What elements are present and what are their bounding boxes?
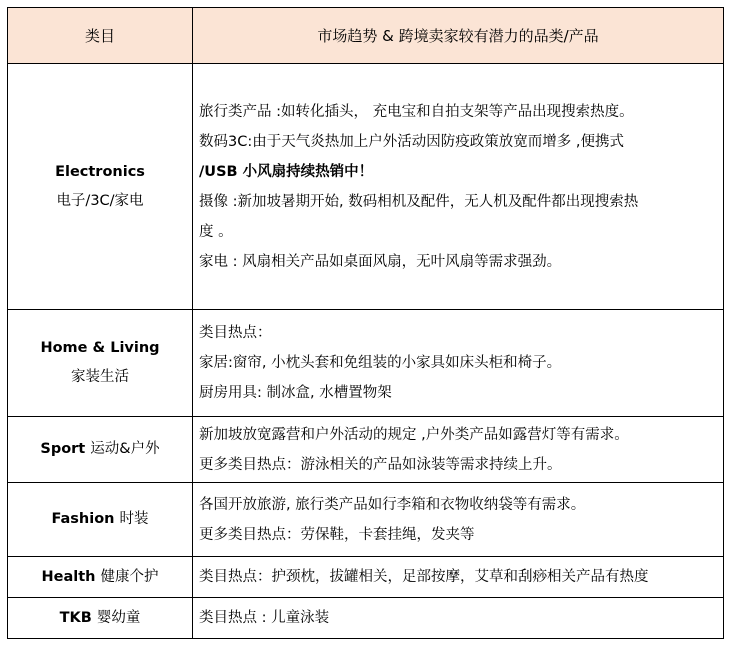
trend-line: 厨房用具: 制冰盒, 水槽置物架 — [199, 385, 392, 401]
category-cell — [8, 483, 193, 557]
table-row — [8, 64, 724, 310]
trend-cell — [193, 417, 724, 483]
header-category: 类目 — [8, 8, 193, 64]
trend-line: 各国开放旅游, 旅行类产品如行李箱和衣物收纳袋等有需求。 — [199, 496, 586, 513]
category-en: Sport — [40, 441, 91, 457]
trend-cell — [193, 64, 724, 310]
header-trend: 市场趋势 & 跨境卖家较有潜力的品类/产品 — [193, 8, 724, 64]
table-row — [8, 310, 724, 417]
category-cn: 婴幼童 — [96, 609, 141, 626]
category-en: Electronics — [55, 163, 145, 180]
category-cell — [8, 598, 193, 639]
table-row — [8, 417, 724, 483]
trend-cell — [193, 598, 724, 639]
trend-line: 家居:窗帘, 小枕头套和免组装的小家具如床头柜和椅子。 — [199, 355, 562, 371]
trend-line: 类目热点： — [199, 325, 272, 341]
category-cn: 家装生活 — [71, 369, 129, 385]
trend-cell — [193, 483, 724, 557]
category-en: Health — [41, 568, 101, 585]
trend-line: 更多类目热点：游泳相关的产品如泳装等需求持续上升。 — [199, 456, 562, 473]
category-trend-table — [7, 7, 724, 639]
trend-line: 摄像 :新加坡暑期开始, 数码相机及配件，无人机及配件都出现搜索热 — [199, 193, 639, 210]
trend-line: 度 。 — [199, 223, 233, 240]
category-cell — [8, 310, 193, 417]
category-cn: 时装 — [119, 511, 149, 527]
trend-cell — [193, 557, 724, 598]
category-en: Fashion — [51, 511, 120, 527]
category-cell — [8, 557, 193, 598]
trend-cell — [193, 310, 724, 417]
category-cell — [8, 417, 193, 483]
category-cn: 运动&户外 — [90, 441, 160, 457]
trend-line: /USB 小风扇持续热销中！ — [199, 163, 374, 180]
trend-line: 类目热点：护颈枕，拔罐相关，足部按摩，艾草和刮痧相关产品有热度 — [199, 569, 649, 585]
category-en: TKB — [59, 609, 97, 626]
trend-line: 家电 : 风扇相关产品如桌面风扇，无叶风扇等需求强劲。 — [199, 253, 562, 270]
table-row — [8, 598, 724, 639]
trend-line: 更多类目热点：劳保鞋，卡套挂绳，发夹等 — [199, 526, 475, 543]
category-en: Home & Living — [40, 340, 160, 356]
trend-line: 类目热点 : 儿童泳装 — [199, 610, 330, 626]
header-row — [8, 8, 724, 64]
table-row — [8, 483, 724, 557]
category-cn: 电子/3C/家电 — [56, 192, 144, 209]
table-row — [8, 557, 724, 598]
category-cn: 健康个护 — [100, 568, 159, 585]
trend-line: 旅行类产品 :如转化插头， 充电宝和自拍支架等产品出现搜索热度。 — [199, 103, 634, 120]
trend-line: 新加坡放宽露营和户外活动的规定 ,户外类产品如露营灯等有需求。 — [199, 426, 629, 443]
trend-line: 数码3C:由于天气炎热加上户外活动因防疫政策放宽而增多 ,便携式 — [199, 133, 624, 150]
category-cell — [8, 64, 193, 310]
